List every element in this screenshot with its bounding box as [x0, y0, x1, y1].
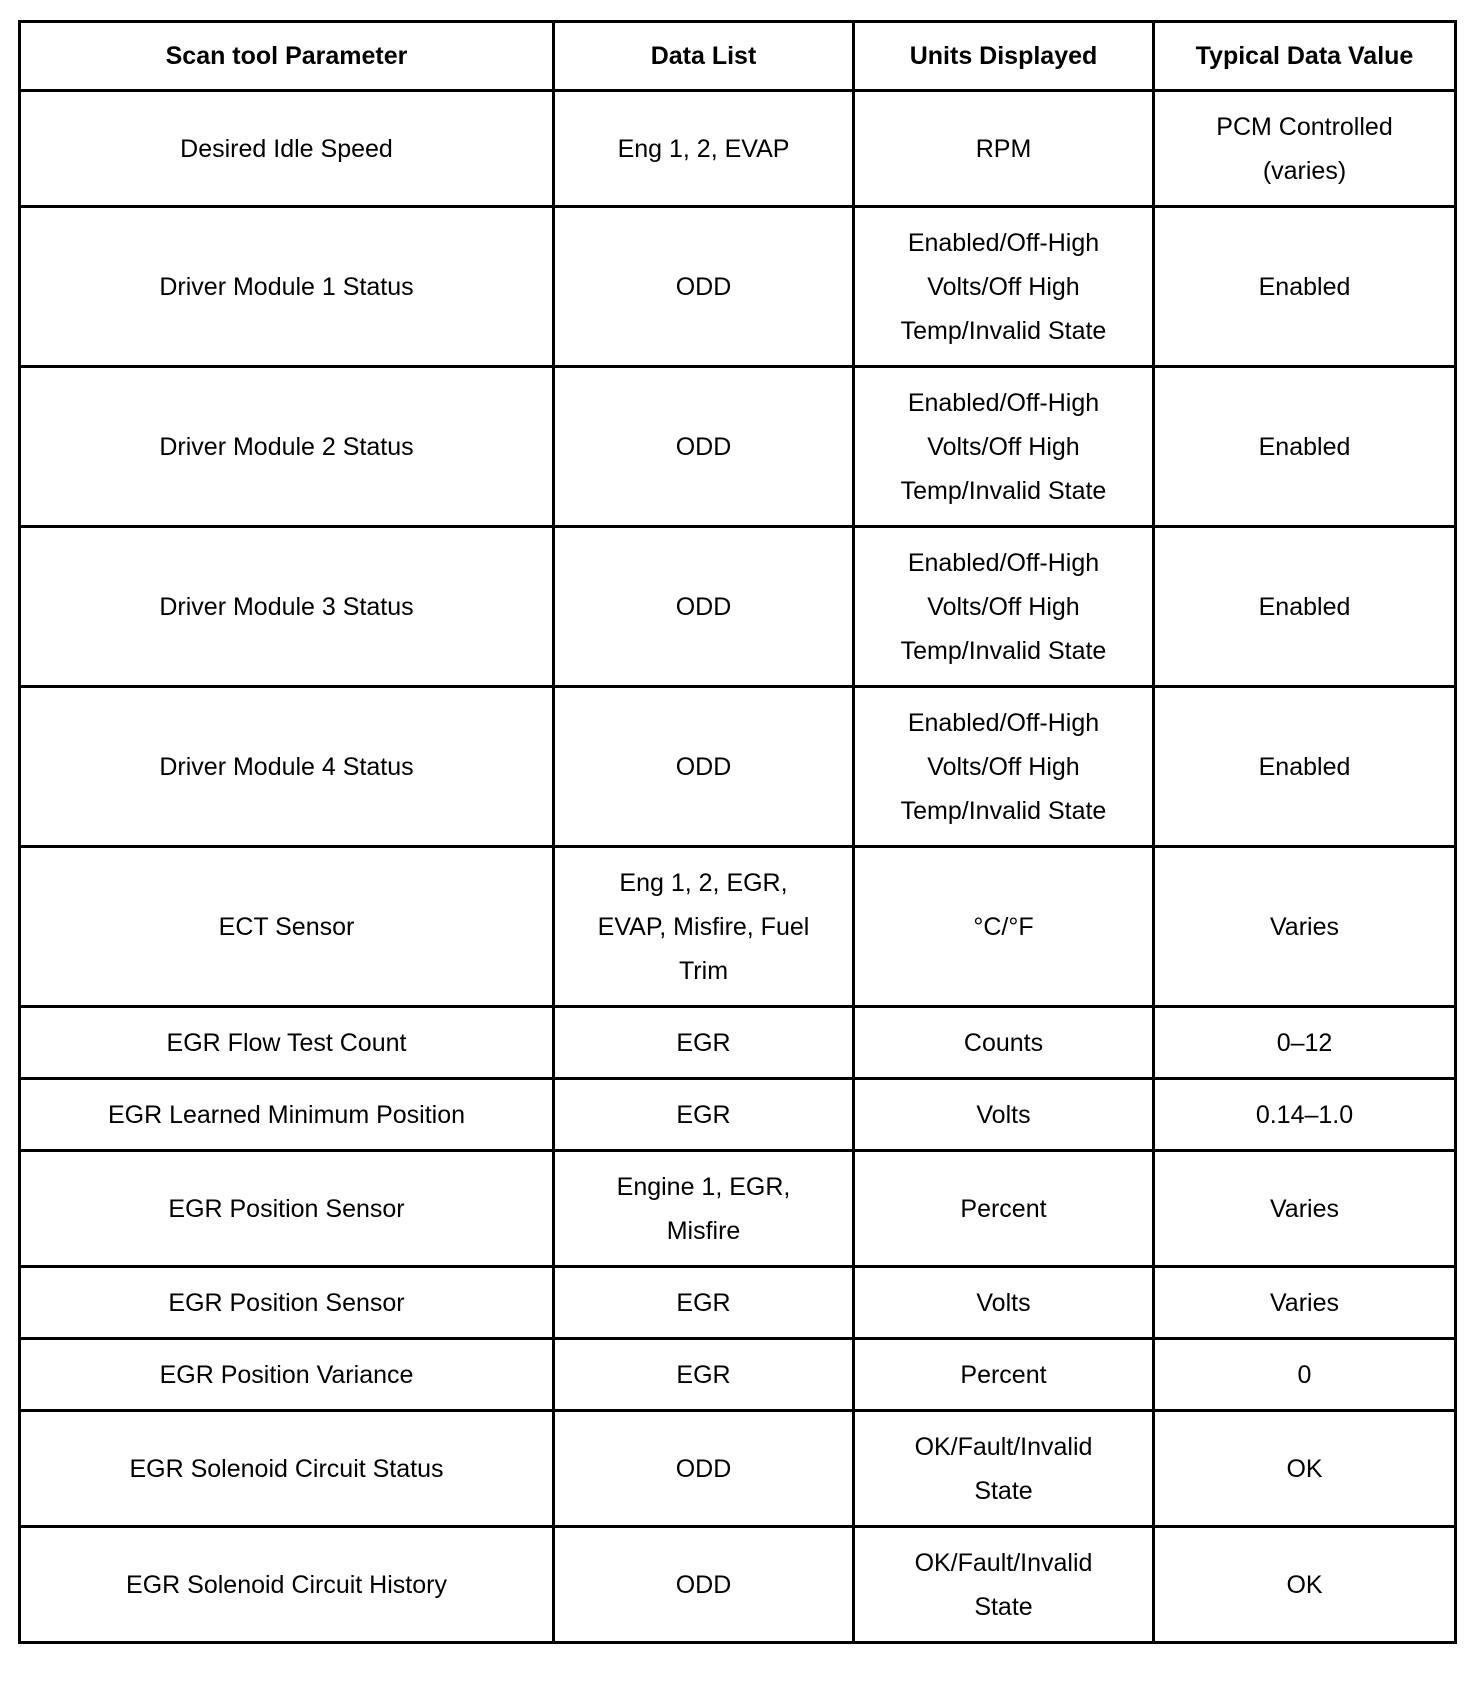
table-row [20, 1527, 1456, 1643]
cell-text-line: °C/°F [973, 912, 1034, 941]
table-row [20, 527, 1456, 687]
cell-data-list [554, 91, 854, 207]
cell-parameter: EGR Position Variance [20, 1339, 554, 1411]
header-typical-data-value: Typical Data Value [1154, 22, 1456, 91]
cell-text-line: OK/Fault/Invalid [914, 1548, 1093, 1577]
cell-data-list [554, 1339, 854, 1411]
header-data-list: Data List [554, 22, 854, 91]
cell-text-line: Counts [963, 1028, 1044, 1057]
cell-typical-value [1154, 1007, 1456, 1079]
cell-text-line: 0.14–1.0 [1255, 1100, 1354, 1129]
cell-text-line: Varies [1269, 1288, 1339, 1317]
table-body [20, 91, 1456, 1643]
cell-text-line: Enabled [1258, 752, 1351, 781]
cell-text-line: OK/Fault/Invalid [914, 1432, 1093, 1461]
cell-text-line: EVAP, Misfire, Fuel [597, 912, 810, 941]
cell-typical-value [1154, 1151, 1456, 1267]
cell-data-list [554, 687, 854, 847]
header-units-displayed: Units Displayed [854, 22, 1154, 91]
cell-parameter: EGR Flow Test Count [20, 1007, 554, 1079]
cell-parameter: Driver Module 1 Status [20, 207, 554, 367]
cell-typical-value [1154, 847, 1456, 1007]
cell-text-line: Volts [976, 1100, 1031, 1129]
cell-text-line: Eng 1, 2, EVAP [617, 134, 790, 163]
cell-text-line: Misfire [666, 1216, 741, 1245]
header-scan-tool-parameter: Scan tool Parameter [20, 22, 554, 91]
cell-typical-value [1154, 207, 1456, 367]
table-header-row [20, 22, 1456, 91]
cell-parameter: Driver Module 2 Status [20, 367, 554, 527]
cell-units [854, 1151, 1154, 1267]
cell-parameter: ECT Sensor [20, 847, 554, 1007]
cell-text-line: Eng 1, 2, EGR, [619, 868, 788, 897]
cell-units [854, 1339, 1154, 1411]
cell-data-list [554, 527, 854, 687]
cell-typical-value [1154, 527, 1456, 687]
cell-text-line: 0–12 [1276, 1028, 1333, 1057]
cell-text-line: ODD [675, 752, 732, 781]
cell-text-line: ODD [675, 1454, 732, 1483]
table-row [20, 1151, 1456, 1267]
table-row [20, 687, 1456, 847]
cell-data-list [554, 1411, 854, 1527]
cell-typical-value [1154, 1527, 1456, 1643]
cell-text-line: EGR [676, 1100, 731, 1129]
cell-data-list [554, 1267, 854, 1339]
cell-data-list [554, 1527, 854, 1643]
cell-text-line: Engine 1, EGR, [616, 1172, 791, 1201]
cell-text-line: Enabled [1258, 592, 1351, 621]
cell-text-line: ODD [675, 1570, 732, 1599]
cell-text-line: Volts/Off High [927, 272, 1080, 301]
cell-data-list [554, 367, 854, 527]
cell-text-line: (varies) [1262, 156, 1347, 185]
cell-units [854, 1079, 1154, 1151]
cell-text-line: Enabled/Off-High [907, 548, 1100, 577]
table-row [20, 847, 1456, 1007]
cell-text-line: ODD [675, 272, 732, 301]
cell-typical-value [1154, 687, 1456, 847]
cell-text-line: Varies [1269, 912, 1339, 941]
cell-text-line: OK [1286, 1570, 1323, 1599]
cell-text-line: PCM Controlled [1216, 112, 1393, 141]
cell-parameter: Desired Idle Speed [20, 91, 554, 207]
cell-text-line: ODD [675, 592, 732, 621]
cell-typical-value [1154, 1267, 1456, 1339]
cell-text-line: RPM [975, 134, 1032, 163]
cell-units [854, 207, 1154, 367]
scan-tool-data-table [18, 20, 1457, 1644]
cell-data-list [554, 1007, 854, 1079]
cell-text-line: Volts [976, 1288, 1031, 1317]
cell-typical-value [1154, 367, 1456, 527]
cell-typical-value [1154, 1411, 1456, 1527]
cell-parameter: EGR Learned Minimum Position [20, 1079, 554, 1151]
cell-parameter: EGR Position Sensor [20, 1151, 554, 1267]
cell-text-line: Varies [1269, 1194, 1339, 1223]
cell-typical-value [1154, 1339, 1456, 1411]
cell-text-line: Volts/Off High [927, 432, 1080, 461]
table-row [20, 1267, 1456, 1339]
cell-text-line: Volts/Off High [927, 592, 1080, 621]
cell-text-line: 0 [1297, 1360, 1312, 1389]
cell-text-line: Enabled [1258, 432, 1351, 461]
cell-parameter: EGR Position Sensor [20, 1267, 554, 1339]
table-row [20, 1411, 1456, 1527]
document-page [18, 20, 1457, 1644]
cell-units [854, 367, 1154, 527]
cell-parameter: EGR Solenoid Circuit Status [20, 1411, 554, 1527]
cell-text-line: EGR [676, 1288, 731, 1317]
cell-text-line: ODD [675, 432, 732, 461]
cell-text-line: Trim [678, 956, 729, 985]
table-row [20, 1339, 1456, 1411]
cell-text-line: Percent [960, 1360, 1047, 1389]
cell-units [854, 527, 1154, 687]
cell-units [854, 91, 1154, 207]
cell-text-line: Volts/Off High [927, 752, 1080, 781]
cell-data-list [554, 1079, 854, 1151]
cell-parameter: EGR Solenoid Circuit History [20, 1527, 554, 1643]
cell-data-list [554, 1151, 854, 1267]
cell-typical-value [1154, 91, 1456, 207]
cell-units [854, 1411, 1154, 1527]
table-row [20, 1007, 1456, 1079]
cell-text-line: Enabled [1258, 272, 1351, 301]
cell-parameter: Driver Module 3 Status [20, 527, 554, 687]
cell-data-list [554, 847, 854, 1007]
cell-parameter: Driver Module 4 Status [20, 687, 554, 847]
cell-text-line: Percent [960, 1194, 1047, 1223]
cell-text-line: OK [1286, 1454, 1323, 1483]
cell-units [854, 1527, 1154, 1643]
cell-text-line: EGR [676, 1360, 731, 1389]
cell-text-line: Temp/Invalid State [900, 636, 1107, 665]
cell-units [854, 687, 1154, 847]
cell-units [854, 847, 1154, 1007]
cell-text-line: EGR [676, 1028, 731, 1057]
cell-typical-value [1154, 1079, 1456, 1151]
cell-text-line: Enabled/Off-High [907, 708, 1100, 737]
cell-units [854, 1267, 1154, 1339]
table-row [20, 207, 1456, 367]
table-row [20, 367, 1456, 527]
cell-text-line: Temp/Invalid State [900, 316, 1107, 345]
cell-units [854, 1007, 1154, 1079]
cell-data-list [554, 207, 854, 367]
cell-text-line: State [974, 1476, 1033, 1505]
cell-text-line: State [974, 1592, 1033, 1621]
table-row [20, 91, 1456, 207]
table-row [20, 1079, 1456, 1151]
cell-text-line: Temp/Invalid State [900, 476, 1107, 505]
cell-text-line: Temp/Invalid State [900, 796, 1107, 825]
cell-text-line: Enabled/Off-High [907, 228, 1100, 257]
cell-text-line: Enabled/Off-High [907, 388, 1100, 417]
